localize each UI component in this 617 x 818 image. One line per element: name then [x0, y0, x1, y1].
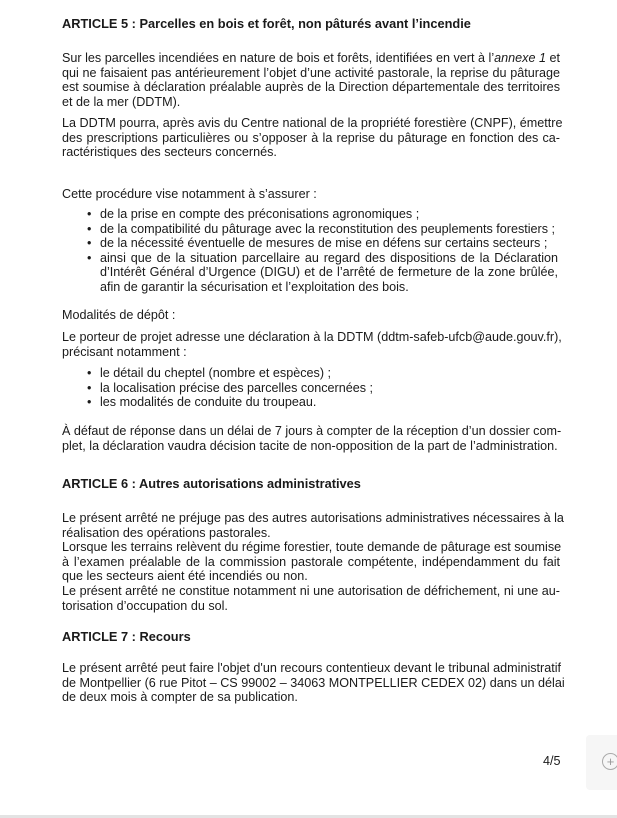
modalites-list [62, 366, 560, 410]
bullet-icon: • [87, 395, 92, 410]
list-item [62, 207, 558, 222]
procedure-intro [62, 187, 560, 202]
text-line: plet, la déclaration vaudra décision tacite de non-opposition de la part de l’administration. [62, 438, 558, 453]
text-line: ainsi que de la situation parcellaire au regard des dispositions de la Déclaration [100, 250, 558, 265]
delai-paragraph [62, 424, 560, 453]
text-line: que les secteurs aient été incendiés ou non. [62, 569, 308, 584]
modalites-paragraph [62, 330, 560, 359]
text-line: d’Intérêt Général d’Urgence (DIGU) et de l’arrêté de fermeture de la zone brûlée, [100, 265, 558, 280]
text-line: torisation d’occupation du sol. [62, 598, 228, 613]
zoom-in-button[interactable]: + [602, 753, 617, 770]
list-item [62, 366, 558, 381]
text-line: Lorsque les terrains relèvent du régime forestier, toute demande de pâturage est soumise [62, 540, 562, 555]
bullet-icon: • [87, 366, 92, 380]
bullet-icon: • [87, 221, 92, 236]
text-line: la localisation précise des parcelles concernées ; [100, 380, 374, 395]
procedure-list [62, 207, 560, 295]
text-line: et de la mer (DDTM). [62, 94, 181, 109]
text-line: Sur les parcelles incendiées en nature de bois et forêts, identifiées en vert à l’annexe 1 et [62, 51, 560, 65]
annex-reference: annexe 1 [494, 51, 546, 65]
list-item [62, 251, 558, 295]
article-6-paragraph [62, 511, 564, 613]
text-line: Le présent arrêté ne préjuge pas des autres autorisations administratives nécessaires à la [62, 511, 564, 525]
text-line: à l’examen préalable de la commission pastorale compétente, indépendamment du fait [62, 554, 560, 569]
text-line: Le porteur de projet adresse une déclaration à la DDTM (ddtm-safeb-ufcb@aude.gouv.fr), [62, 330, 562, 344]
text-line: de deux mois à compter de sa publication. [62, 690, 298, 705]
text-line: réalisation des opérations pastorales. [62, 525, 271, 540]
text-line: de la compatibilité du pâturage avec la reconstitution des peuplements forestiers ; [100, 221, 556, 236]
bullet-icon: • [87, 207, 92, 221]
article-7-heading [62, 630, 560, 645]
heading-text: ARTICLE 5 : Parcelles en bois et forêt, non pâturés avant l’incendie [62, 16, 471, 31]
list-item [62, 381, 558, 396]
text-line: les modalités de conduite du troupeau. [100, 395, 317, 410]
bullet-icon: • [87, 250, 92, 265]
article-5-paragraph-2 [62, 116, 563, 160]
text-line: ractéristiques des secteurs concernés. [62, 145, 277, 160]
text-line: de la prise en compte des préconisations agronomiques ; [100, 207, 420, 221]
text-line: des prescriptions particulières ou s’opposer à la reprise du pâturage en fonction des ca- [62, 130, 560, 145]
bullet-icon: • [87, 380, 92, 395]
text-line: afin de garantir la sécurisation et l’exploitation des bois. [100, 279, 409, 294]
article-5-paragraph-1 [62, 51, 560, 109]
text-line: de la nécessité éventuelle de mesures de mise en défens sur certains secteurs ; [100, 236, 548, 251]
bullet-icon: • [87, 236, 92, 251]
article-7-paragraph [62, 661, 565, 705]
text-line: Cette procédure vise notamment à s’assurer : [62, 187, 317, 201]
article-6-heading [62, 477, 560, 492]
article-5-heading [62, 17, 560, 32]
text-line: Le présent arrêté peut faire l'objet d'un recours contentieux devant le tribunal administratif [62, 661, 562, 675]
list-item [62, 222, 558, 237]
list-item [62, 236, 558, 251]
text-line: le détail du cheptel (nombre et espèces) ; [100, 366, 332, 380]
zoom-panel [586, 735, 617, 790]
text-line: Le présent arrêté ne constitue notamment ni une autorisation de défrichement, ni une au- [62, 583, 560, 598]
list-item [62, 395, 558, 410]
text-line: La DDTM pourra, après avis du Centre national de la propriété forestière (CNPF), émettre [62, 116, 563, 130]
heading-text: ARTICLE 7 : Recours [62, 629, 191, 644]
text-line: qui ne faisaient pas antérieurement l’objet d’une activité pastorale, la reprise du pâturage [62, 65, 560, 80]
text-line: est soumise à déclaration préalable auprès de la Direction départementale des territoires [62, 80, 560, 95]
heading-text: ARTICLE 6 : Autres autorisations administratives [62, 476, 361, 491]
text-line: À défaut de réponse dans un délai de 7 jours à compter de la réception d’un dossier com- [62, 424, 562, 438]
modalites-label [62, 308, 560, 323]
page-number: 4/5 [543, 754, 561, 768]
text-line: précisant notamment : [62, 344, 187, 359]
text-line: Modalités de dépôt : [62, 308, 176, 322]
text-line: de Montpellier (6 rue Pitot – CS 99002 – 34063 MONTPELLIER CEDEX 02) dans un délai [62, 675, 565, 690]
